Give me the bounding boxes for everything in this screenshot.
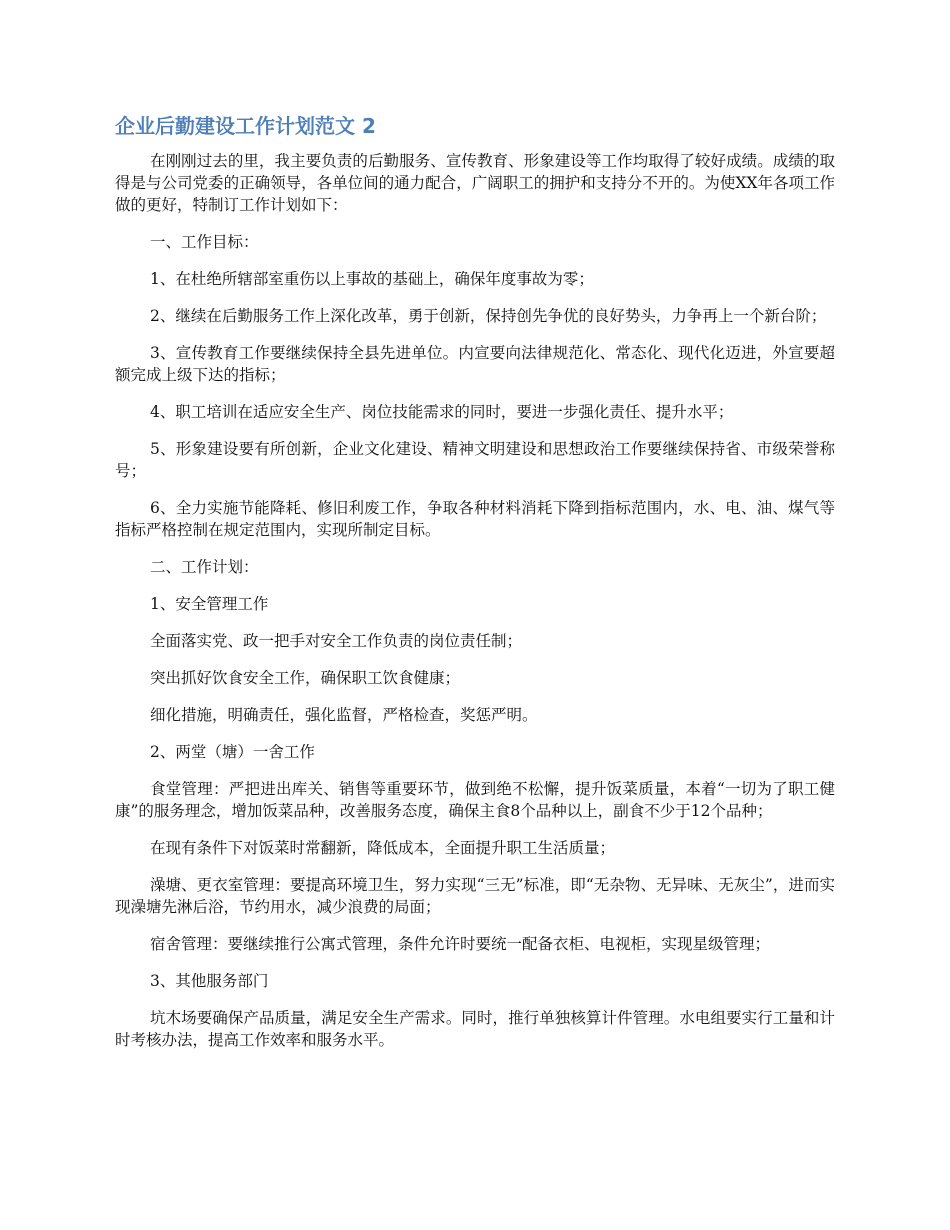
goal-item-5: 5、形象建设要有所创新，企业文化建设、精神文明建设和思想政治工作要继续保持省、市级荣誉称号； <box>115 440 835 480</box>
subheading-safety: 1、安全管理工作 <box>150 595 269 613</box>
heading-work-plan: 二、工作计划： <box>150 558 259 576</box>
subheading-facilities: 2、两堂（塘）一舍工作 <box>150 743 315 761</box>
safety-item-2: 突出抓好饮食安全工作，确保职工饮食健康； <box>150 669 461 687</box>
menu-renewal: 在现有条件下对饭菜时常翻新，降低成本，全面提升职工生活质量； <box>150 839 616 857</box>
bathhouse-management: 澡塘、更衣室管理：要提高环境卫生，努力实现“三无”标准，即“无杂物、无异味、无灰尘”，进而实现澡塘先淋后浴，节约用水，减少浪费的局面； <box>115 876 835 916</box>
goal-item-4: 4、职工培训在适应安全生产、岗位技能需求的同时，要进一步强化责任、提升水平； <box>150 403 734 421</box>
goal-item-1: 1、在杜绝所辖部室重伤以上事故的基础上，确保年度事故为零； <box>150 270 594 288</box>
document-title: 企业后勤建设工作计划范文 2 <box>115 114 376 138</box>
canteen-management: 食堂管理：严把进出库关、销售等重要环节，做到绝不松懈，提升饭菜质量，本着“一切为了职工健康”的服务理念，增加饭菜品种，改善服务态度，确保主食8个品种以上，副食不少于12个品种； <box>115 780 835 820</box>
goal-item-6: 6、全力实施节能降耗、修旧利废工作，争取各种材料消耗下降到指标范围内，水、电、油、煤气等指标严格控制在规定范围内，实现所制定目标。 <box>115 499 835 539</box>
dormitory-management: 宿舍管理：要继续推行公寓式管理，条件允许时要统一配备衣柜、电视柜，实现星级管理； <box>150 935 771 953</box>
document-body <box>115 150 835 1066</box>
goal-item-2: 2、继续在后勤服务工作上深化改革，勇于创新，保持创先争优的良好势头，力争再上一个新台阶； <box>150 307 827 325</box>
safety-item-1: 全面落实党、政一把手对安全工作负责的岗位责任制； <box>150 632 523 650</box>
safety-item-3: 细化措施，明确责任，强化监督，严格检查，奖惩严明。 <box>150 706 538 724</box>
paragraph-intro: 在刚刚过去的里，我主要负责的后勤服务、宣传教育、形象建设等工作均取得了较好成绩。成绩的取得是与公司党委的正确领导，各单位间的通力配合，广阔职工的拥护和支持分不开的。为使XX年各项工作做的更好，特制订工作计划如下： <box>115 152 835 214</box>
subheading-other-services: 3、其他服务部门 <box>150 972 269 990</box>
heading-work-goals: 一、工作目标： <box>150 233 259 251</box>
other-services-text: 坑木场要确保产品质量，满足安全生产需求。同时，推行单独核算计件管理。水电组要实行工量和计时考核办法，提高工作效率和服务水平。 <box>115 1009 835 1049</box>
goal-item-3: 3、宣传教育工作要继续保持全县先进单位。内宣要向法律规范化、常态化、现代化迈进，外宣要超额完成上级下达的指标； <box>115 344 835 384</box>
